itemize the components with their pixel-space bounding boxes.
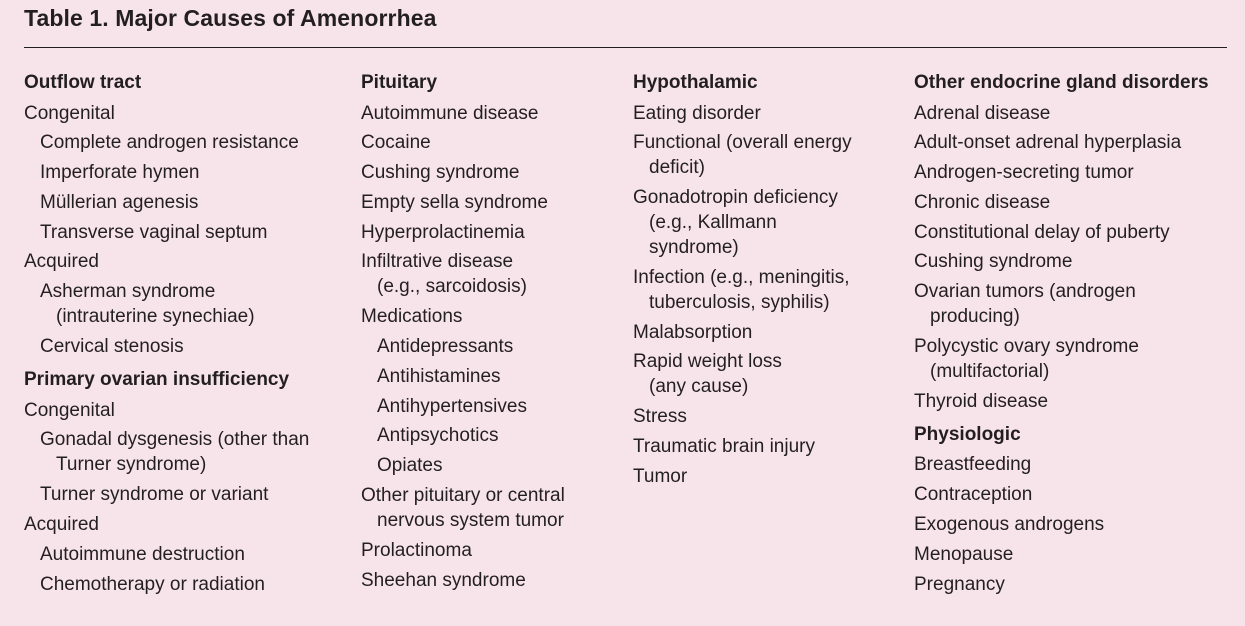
list-item [633,320,903,345]
list-item-text: Turner syndrome or variant [40,484,269,506]
list-item [361,304,621,329]
list-item-text: Asherman syndrome [40,281,216,303]
list-item [914,572,1234,597]
list-item [633,434,903,459]
list-item-text: Constitutional delay of puberty [914,221,1170,243]
list-item [361,538,621,563]
title-divider [24,47,1227,48]
list-item [633,349,903,399]
list-item-text: Gonadotropin deficiency [633,187,838,209]
table-title: Table 1. Major Causes of Amenorrhea [24,5,437,31]
list-item-text: Acquired [24,251,99,273]
list-item-continuation: producing) [930,306,1020,328]
list-item-continuation: Turner syndrome) [56,454,207,476]
list-item-continuation: (multifactorial) [930,361,1050,383]
list-item-text: Ovarian tumors (androgen [914,281,1136,303]
column-1 [24,70,344,601]
list-item [361,568,621,593]
list-item [24,249,344,274]
list-item-text: Müllerian agenesis [40,191,199,213]
list-item [633,464,903,489]
list-item [914,542,1234,567]
list-item-text: Antidepressants [377,336,514,358]
list-item-text: Congenital [24,399,115,421]
list-item-text: Antipsychotics [377,425,499,447]
list-item [24,130,344,155]
list-item [24,101,344,126]
list-item-text: Acquired [24,513,99,535]
list-item [24,482,344,507]
list-item-text: Opiates [377,455,443,477]
column-4 [914,70,1234,601]
list-item [914,482,1234,507]
list-item-text: Infection (e.g., meningitis, [633,266,850,288]
list-item-text: Antihypertensives [377,395,527,417]
column-2 [361,70,621,597]
list-item [361,190,621,215]
list-item-continuation: deficit) [649,157,705,179]
list-item-text: Empty sella syndrome [361,191,548,213]
list-item-text: Cushing syndrome [361,162,520,184]
list-item [361,394,621,419]
list-item-text: Malabsorption [633,321,753,343]
list-item-text: Imperforate hymen [40,162,200,184]
list-item [24,572,344,597]
list-item-text: Complete androgen resistance [40,132,299,154]
list-item [361,423,621,448]
list-item [914,512,1234,537]
list-item [24,398,344,423]
list-item-text: Eating disorder [633,102,761,124]
list-item-text: Gonadal dysgenesis (other than [40,429,310,451]
list-item-text: Prolactinoma [361,539,472,561]
list-item [914,190,1234,215]
list-item-continuation: syndrome) [649,237,739,259]
list-item [361,483,621,533]
list-item-text: Chemotherapy or radiation [40,573,265,595]
list-item-text: Traumatic brain injury [633,436,815,458]
list-item [24,220,344,245]
list-item [914,130,1234,155]
list-item-text: Polycystic ovary syndrome [914,336,1139,358]
list-item [361,220,621,245]
list-item-text: Adrenal disease [914,102,1051,124]
list-item [361,130,621,155]
list-item-text: Congenital [24,102,115,124]
list-item-text: Other pituitary or central [361,485,565,507]
list-item [361,334,621,359]
column-3 [633,70,903,494]
list-item-text: Rapid weight loss [633,351,782,373]
list-item [633,130,903,180]
list-item [914,220,1234,245]
list-item [914,160,1234,185]
list-item-continuation: tuberculosis, syphilis) [649,291,830,313]
list-item [361,160,621,185]
list-item [361,249,621,299]
list-item [24,542,344,567]
list-item [361,453,621,478]
list-item-text: Contraception [914,484,1033,506]
list-item-text: Autoimmune disease [361,102,539,124]
list-item-text: Exogenous androgens [914,513,1105,535]
list-item-continuation: (any cause) [649,376,749,398]
list-item [361,364,621,389]
list-item [914,334,1234,384]
list-item-text: Sheehan syndrome [361,569,526,591]
list-item-text: Pregnancy [914,573,1005,595]
list-item-text: Adult-onset adrenal hyperplasia [914,132,1182,154]
list-item-continuation: (e.g., Kallmann [649,212,777,234]
section-heading: Outflow tract [24,72,142,93]
list-item-text: Medications [361,306,463,328]
list-item-text: Androgen-secreting tumor [914,162,1134,184]
list-item-text: Cervical stenosis [40,336,184,358]
list-item-text: Breastfeeding [914,454,1032,476]
list-item-text: Autoimmune destruction [40,543,245,565]
list-item [24,279,344,329]
list-item [633,101,903,126]
list-item-text: Menopause [914,543,1014,565]
list-item [361,101,621,126]
list-item [24,427,344,477]
list-item [914,249,1234,274]
list-item-text: Hyperprolactinemia [361,221,525,243]
list-item-text: Transverse vaginal septum [40,221,268,243]
section-heading: Hypothalamic [633,72,758,93]
list-item-text: Functional (overall energy [633,132,852,154]
list-item-text: Antihistamines [377,365,501,387]
list-item-continuation: (intrauterine synechiae) [56,306,255,328]
list-item [24,160,344,185]
list-item-continuation: nervous system tumor [377,510,564,532]
section-heading: Pituitary [361,72,438,93]
list-item-text: Tumor [633,465,688,487]
list-item-text: Stress [633,406,687,428]
list-item-continuation: (e.g., sarcoidosis) [377,276,527,298]
section-heading: Primary ovarian insufficiency [24,369,290,391]
list-item [633,185,903,260]
list-item-text: Chronic disease [914,191,1051,213]
list-item [24,190,344,215]
list-item-text: Cushing syndrome [914,251,1073,273]
section-heading: Other endocrine gland disorders [914,72,1209,93]
section-heading: Physiologic [914,423,1021,445]
list-item [24,334,344,359]
list-item [914,101,1234,126]
list-item [914,452,1234,477]
list-item-text: Infiltrative disease [361,251,514,273]
list-item [914,279,1234,329]
list-item [914,389,1234,414]
list-item [633,265,903,315]
list-item-text: Cocaine [361,132,431,154]
list-item-text: Thyroid disease [914,390,1049,412]
list-item [633,404,903,429]
list-item [24,512,344,537]
